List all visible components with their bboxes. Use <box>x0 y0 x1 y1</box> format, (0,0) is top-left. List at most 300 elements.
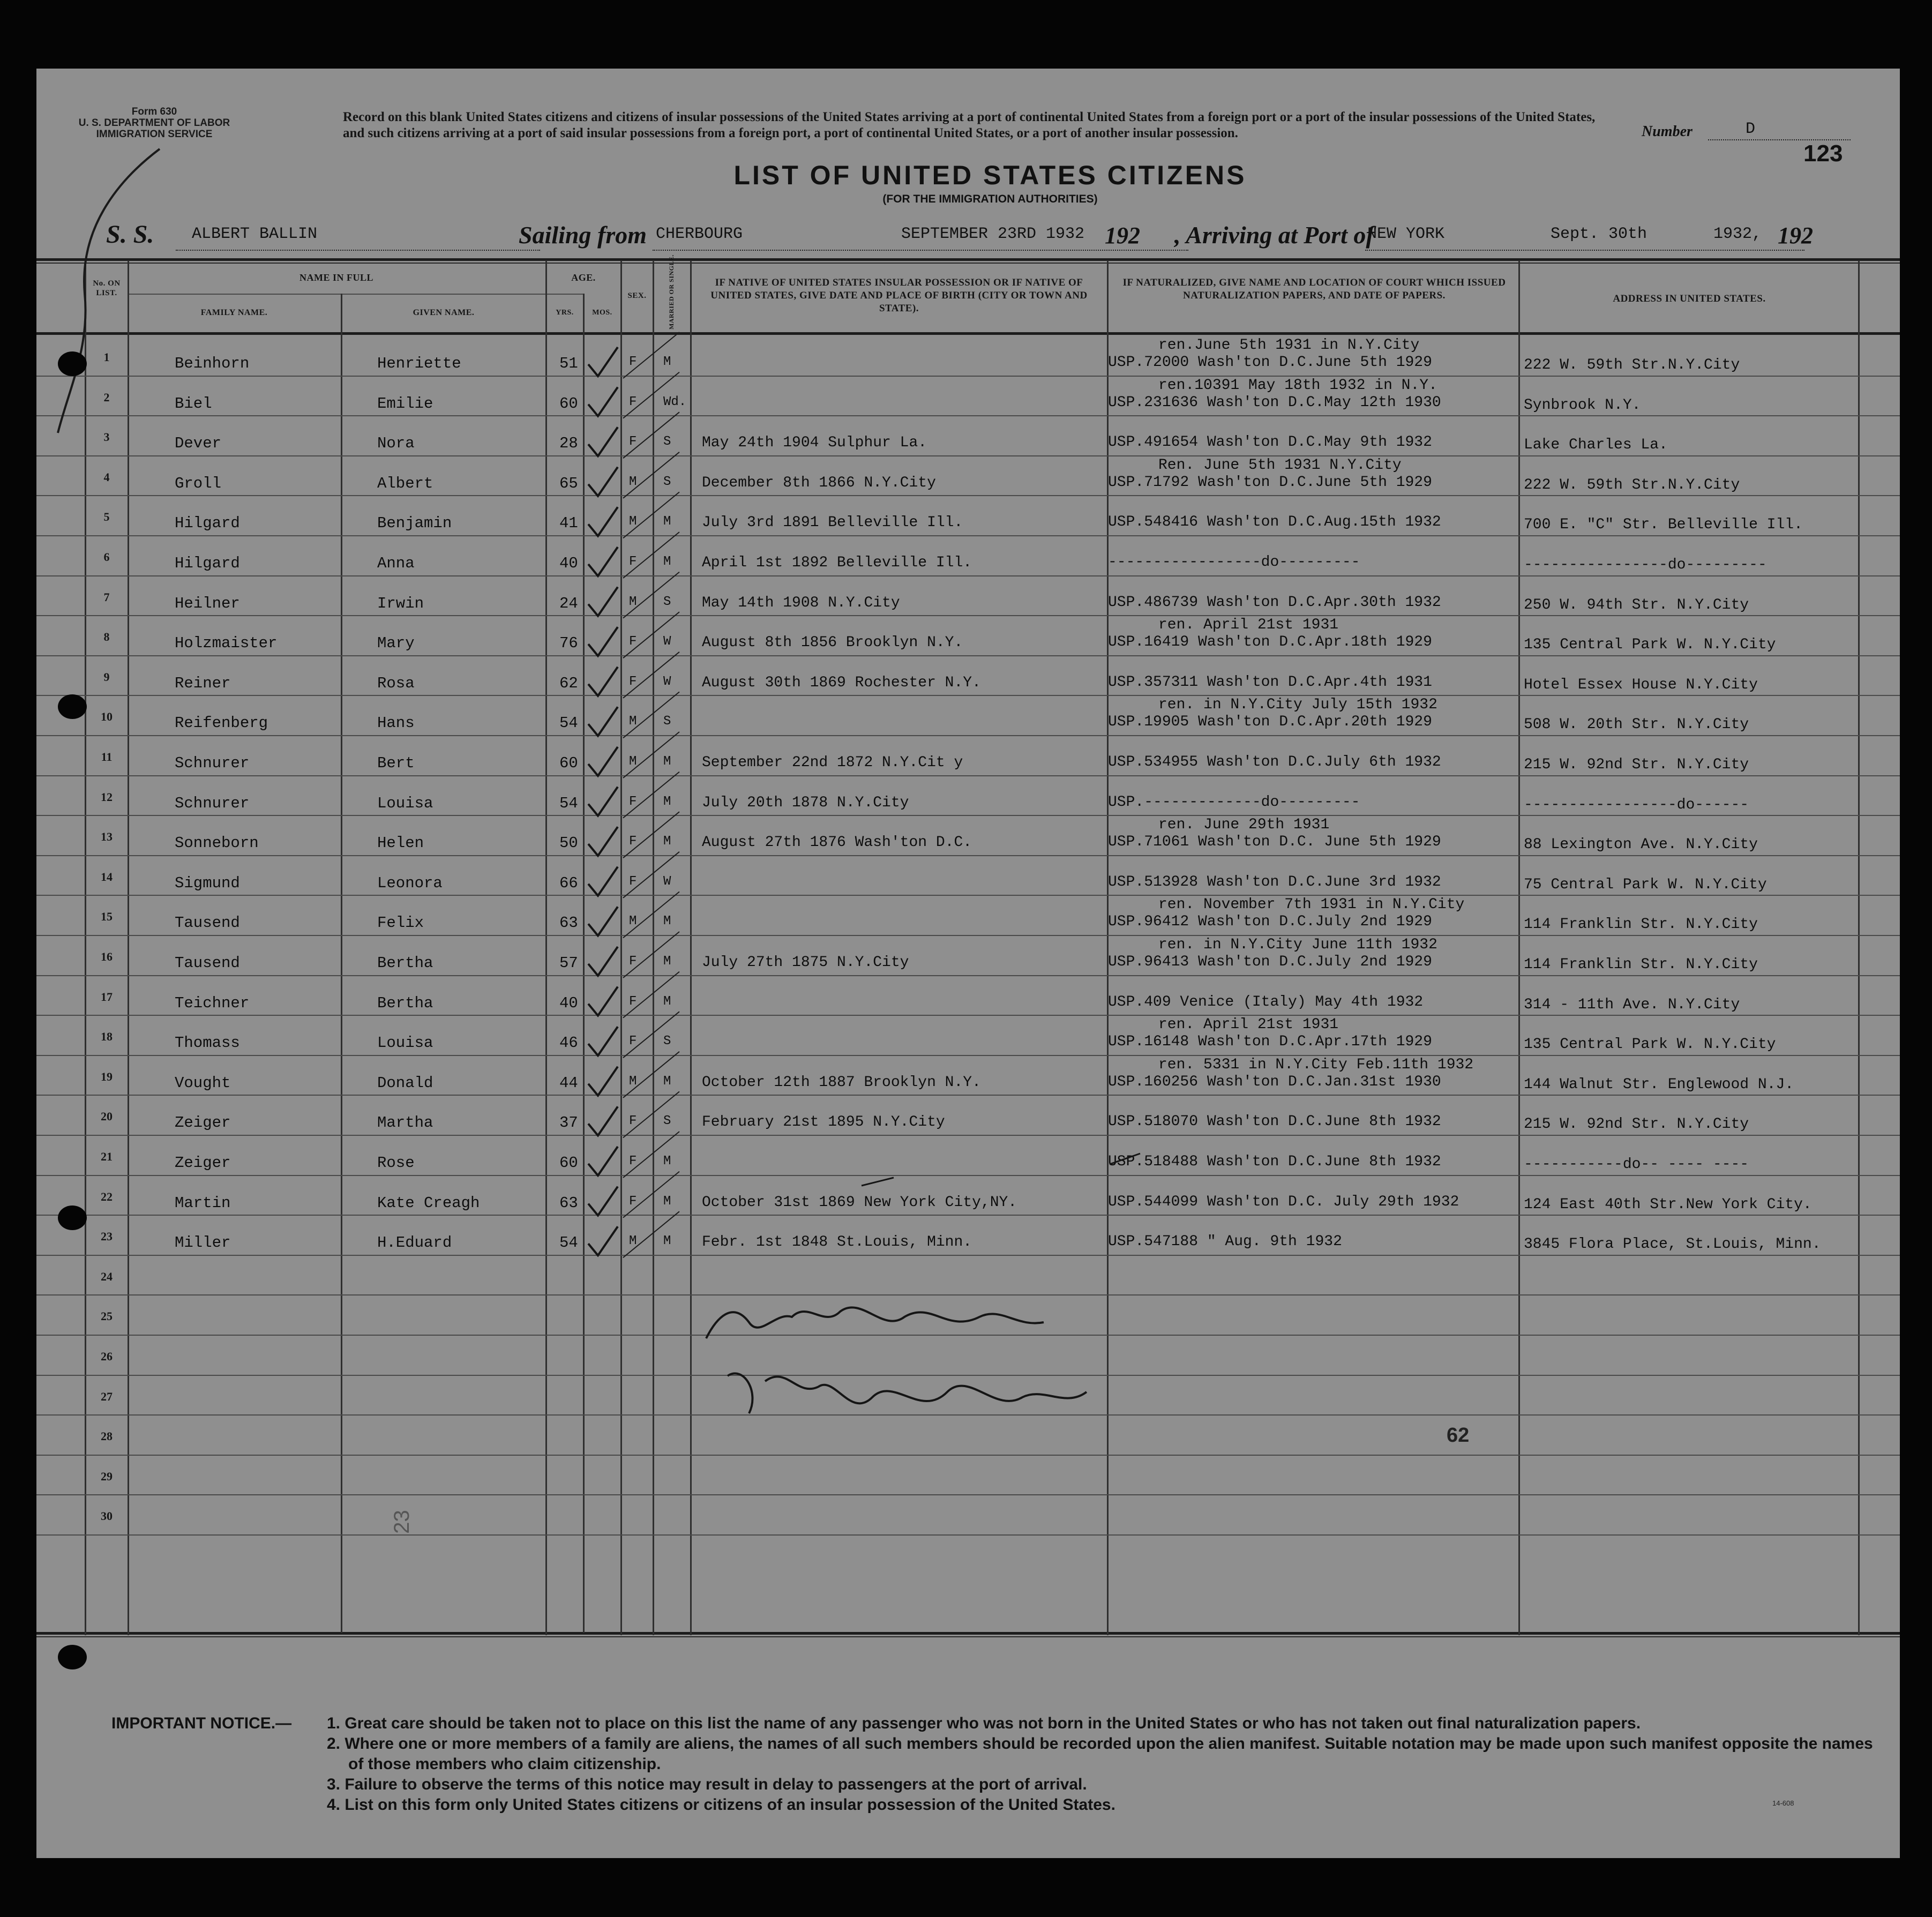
birth-info: July 20th 1878 N.Y.City <box>702 794 909 811</box>
check-stroke <box>623 732 679 778</box>
department-name: U. S. DEPARTMENT OF LABOR <box>78 117 230 129</box>
row-number: 12 <box>101 790 113 804</box>
check-mark <box>588 387 618 416</box>
naturalization-papers: USP.534955 Wash'ton D.C.July 6th 1932 <box>1108 754 1441 770</box>
given-name: Mary <box>377 634 415 653</box>
page-subtitle: (FOR THE IMMIGRATION AUTHORITIES) <box>882 193 1098 205</box>
given-name: Rose <box>377 1154 415 1172</box>
naturalization-renewal: ren. November 7th 1931 in N.Y.City <box>1158 896 1465 913</box>
check-mark <box>588 907 618 935</box>
family-name: Schnurer <box>175 754 250 772</box>
address: 144 Walnut Str. Englewood N.J. <box>1524 1076 1794 1093</box>
naturalization-renewal: Ren. June 5th 1931 N.Y.City <box>1158 456 1402 474</box>
marital-status: S <box>663 474 671 489</box>
check-mark <box>588 787 618 816</box>
family-name: Tausend <box>175 914 240 932</box>
naturalization-renewal: ren. in N.Y.City July 15th 1932 <box>1158 697 1437 714</box>
header-birth: IF NATIVE OF UNITED STATES INSULAR POSSESSION OR IF NATIVE OF UNITED STATES, GIVE DATE AND PLACE OF BIRTH (CITY OR TOWN AND STATE). <box>710 277 1088 314</box>
birth-info: April 1st 1892 Belleville Ill. <box>702 555 972 571</box>
sex: F <box>629 1194 637 1209</box>
family-name: Zeiger <box>175 1154 231 1172</box>
address: ----------------do--------- <box>1524 557 1767 573</box>
family-name: Holzmaister <box>175 634 278 653</box>
header-naturalization: IF NATURALIZED, GIVE NAME AND LOCATION OF COURT WHICH ISSUED NATURALIZATION PAPERS, AND DATE OF PAPERS. <box>1122 277 1506 301</box>
check-stroke <box>623 532 679 578</box>
row-number: 18 <box>101 1030 113 1044</box>
row-number: 13 <box>101 830 113 844</box>
check-mark <box>588 507 618 536</box>
age-years: 50 <box>559 834 578 852</box>
sex: F <box>629 1154 637 1169</box>
row-number: 25 <box>101 1309 113 1323</box>
address: Lake Charles La. <box>1524 437 1668 454</box>
naturalization-papers: USP.96412 Wash'ton D.C.July 2nd 1929 <box>1108 913 1432 931</box>
age-years: 63 <box>559 1194 578 1212</box>
marital-status: M <box>663 1074 671 1089</box>
marital-status: M <box>663 514 671 529</box>
check-stroke <box>623 972 679 1018</box>
naturalization-renewal: ren. 5331 in N.Y.City Feb.11th 1932 <box>1158 1056 1474 1073</box>
check-mark <box>588 707 618 736</box>
address: 124 East 40th Str.New York City. <box>1524 1196 1812 1213</box>
given-name: Albert <box>377 474 433 492</box>
marital-status: S <box>663 594 671 609</box>
check-mark <box>588 347 618 376</box>
form-instructions: Record on this blank United States citizens and citizens of insular possessions of the United States arriving at a port of continental United States from a foreign port or a port of the insular possessions of the United States, and such citizens arriving at a port of said insular possessions from a foreign port, a port of continental United States, or a port of another insular possession. <box>343 110 1596 140</box>
check-mark <box>588 1106 618 1135</box>
naturalization-papers: USP.357311 Wash'ton D.C.Apr.4th 1931 <box>1108 673 1432 691</box>
form-number: Form 630 <box>131 106 177 117</box>
row-number: 14 <box>101 870 113 883</box>
number-label: Number <box>1642 123 1693 140</box>
check-stroke <box>623 1172 679 1218</box>
notice-heading: IMPORTANT NOTICE.— <box>111 1714 292 1732</box>
sex: F <box>629 674 637 689</box>
family-name: Vought <box>175 1074 231 1092</box>
address: 135 Central Park W. N.Y.City <box>1524 1036 1776 1053</box>
age-years: 40 <box>559 555 578 572</box>
age-years: 28 <box>559 435 578 453</box>
row-number: 28 <box>101 1429 113 1443</box>
row-number: 20 <box>101 1110 113 1124</box>
birth-info: August 30th 1869 Rochester N.Y. <box>702 674 981 691</box>
age-years: 41 <box>559 514 578 533</box>
check-stroke <box>623 892 679 938</box>
age-years: 54 <box>559 1234 578 1252</box>
notice-item: 2. Where one or more members of a family are aliens, the names of all such members should be recorded upon the alien manifest. Suitable notation may be made upon such manifest opposite the names of those members who claim citizenship. <box>327 1735 1873 1773</box>
naturalization-papers: USP.544099 Wash'ton D.C. July 29th 1932 <box>1108 1193 1459 1210</box>
sex: F <box>629 355 637 369</box>
check-mark <box>588 827 618 856</box>
print-code: 14-608 <box>1772 1799 1794 1807</box>
given-name: Anna <box>377 555 415 572</box>
sex: F <box>629 1034 637 1049</box>
sex: F <box>629 994 637 1009</box>
marital-status: M <box>663 355 671 369</box>
row-number: 24 <box>101 1269 113 1283</box>
sex: M <box>629 594 637 609</box>
naturalization-papers: USP.16419 Wash'ton D.C.Apr.18th 1929 <box>1108 634 1432 651</box>
check-stroke <box>623 652 679 698</box>
given-name: Henriette <box>377 355 461 372</box>
naturalization-papers: USP.-------------do--------- <box>1108 793 1360 811</box>
service-name: IMMIGRATION SERVICE <box>96 129 213 140</box>
family-name: Thomass <box>175 1034 240 1052</box>
naturalization-papers: USP.231636 Wash'ton D.C.May 12th 1930 <box>1108 394 1441 411</box>
check-mark <box>588 667 618 696</box>
check-mark <box>588 627 618 656</box>
check-mark <box>588 867 618 896</box>
check-mark <box>588 587 618 616</box>
age-years: 65 <box>559 474 578 492</box>
family-name: Hilgard <box>175 555 240 572</box>
check-stroke <box>623 812 679 858</box>
check-stroke <box>623 852 679 898</box>
family-name: Reiner <box>175 674 231 692</box>
row-number: 5 <box>103 510 110 524</box>
check-mark <box>588 1187 618 1216</box>
birth-info: October 12th 1887 Brooklyn N.Y. <box>702 1074 981 1091</box>
age-years: 76 <box>559 634 578 653</box>
age-years: 57 <box>559 954 578 972</box>
sex: F <box>629 1114 637 1129</box>
count-mark: 62 <box>1447 1424 1470 1447</box>
address: Synbrook N.Y. <box>1524 396 1641 414</box>
address: 3845 Flora Place, St.Louis, Minn. <box>1524 1236 1821 1253</box>
family-name: Miller <box>175 1234 231 1252</box>
marital-status: Wd. <box>663 394 687 409</box>
row-number: 7 <box>103 590 110 604</box>
marital-status: M <box>663 914 671 929</box>
check-stroke <box>623 1091 679 1137</box>
birth-info: October 31st 1869 New York City,NY. <box>702 1194 1017 1211</box>
marital-status: M <box>663 954 671 969</box>
sex: M <box>629 754 637 769</box>
sex: M <box>629 514 637 529</box>
age-years: 40 <box>559 994 578 1012</box>
sex: F <box>629 834 637 849</box>
given-name: Louisa <box>377 1034 433 1052</box>
sailing-year-print: 192 <box>1105 222 1140 249</box>
header-family-name: FAMILY NAME. <box>200 308 268 317</box>
check-stroke <box>623 1012 679 1058</box>
marital-status: M <box>663 1154 671 1169</box>
sex: F <box>629 435 637 450</box>
manifest-sheet <box>36 69 1900 1858</box>
sex: M <box>629 1234 637 1249</box>
birth-info: Febr. 1st 1848 St.Louis, Minn. <box>702 1234 972 1251</box>
age-years: 66 <box>559 874 578 892</box>
family-name: Teichner <box>175 994 250 1012</box>
header-age: AGE. <box>571 272 596 283</box>
row-number: 3 <box>103 430 110 444</box>
marital-status: M <box>663 1234 671 1249</box>
row-number: 6 <box>103 550 110 564</box>
sex: M <box>629 474 637 489</box>
birth-info: August 8th 1856 Brooklyn N.Y. <box>702 634 963 652</box>
sex: M <box>629 914 637 929</box>
address: -----------------do------ <box>1524 796 1749 813</box>
check-stroke <box>623 1211 679 1257</box>
birth-info: May 14th 1908 N.Y.City <box>702 594 900 611</box>
family-name: Heilner <box>175 594 240 612</box>
given-name: Emilie <box>377 394 433 413</box>
check-stroke <box>623 692 679 738</box>
margin-pen-stroke <box>58 149 160 433</box>
ss-label: S. S. <box>106 220 154 249</box>
age-years: 51 <box>559 355 578 372</box>
age-years: 24 <box>559 594 578 612</box>
check-mark <box>588 467 618 496</box>
age-years: 54 <box>559 794 578 812</box>
naturalization-papers: USP.491654 Wash'ton D.C.May 9th 1932 <box>1108 434 1432 451</box>
punch-hole <box>58 694 87 719</box>
sex: M <box>629 1074 637 1089</box>
pencil-mark: 23 <box>390 1510 414 1534</box>
number-value: D <box>1746 120 1756 138</box>
age-years: 46 <box>559 1034 578 1052</box>
naturalization-renewal: ren. in N.Y.City June 11th 1932 <box>1158 937 1437 953</box>
given-name: Helen <box>377 834 424 852</box>
sex: F <box>629 794 637 809</box>
address: 508 W. 20th Str. N.Y.City <box>1524 716 1749 733</box>
naturalization-renewal: ren. June 29th 1931 <box>1158 817 1330 834</box>
marital-status: S <box>663 714 671 729</box>
family-name: Groll <box>175 474 222 492</box>
given-name: Bert <box>377 754 415 772</box>
birth-info: December 8th 1866 N.Y.City <box>702 474 936 491</box>
address: 222 W. 59th Str.N.Y.City <box>1524 357 1740 373</box>
punch-hole <box>58 1645 87 1669</box>
sex: F <box>629 394 637 409</box>
header-given-name: GIVEN NAME. <box>413 308 475 317</box>
family-name: Beinhorn <box>175 355 250 372</box>
address: 700 E. "C" Str. Belleville Ill. <box>1524 516 1803 534</box>
check-mark <box>588 1067 618 1096</box>
sex: F <box>629 954 637 969</box>
address: 114 Franklin Str. N.Y.City <box>1524 956 1758 973</box>
row-number: 23 <box>101 1230 113 1244</box>
given-name: Martha <box>377 1114 433 1132</box>
check-mark <box>588 1226 618 1255</box>
arriving-label: , Arriving at Port of <box>1174 221 1374 249</box>
sailing-port: CHERBOURG <box>656 225 743 243</box>
arriving-year: 1932, <box>1713 225 1762 243</box>
punch-hole <box>58 351 87 376</box>
age-years: 37 <box>559 1114 578 1132</box>
check-stroke <box>623 572 679 618</box>
family-name: Dever <box>175 435 222 453</box>
naturalization-renewal: ren.10391 May 18th 1932 in N.Y. <box>1158 377 1437 394</box>
marital-status: S <box>663 1034 671 1049</box>
age-years: 60 <box>559 394 578 413</box>
arriving-date: Sept. 30th <box>1551 225 1648 243</box>
naturalization-papers: USP.160256 Wash'ton D.C.Jan.31st 1930 <box>1108 1073 1441 1090</box>
check-stroke <box>623 492 679 538</box>
address: 215 W. 92nd Str. N.Y.City <box>1524 757 1749 773</box>
notice-item: 4. List on this form only United States citizens or citizens of an insular possession of the United States. <box>327 1796 1115 1814</box>
row-number: 26 <box>101 1350 113 1363</box>
row-number: 4 <box>103 470 110 484</box>
naturalization-papers: USP.71061 Wash'ton D.C. June 5th 1929 <box>1108 834 1441 851</box>
naturalization-papers: USP.16148 Wash'ton D.C.Apr.17th 1929 <box>1108 1034 1432 1051</box>
age-years: 60 <box>559 1154 578 1172</box>
row-number: 17 <box>101 990 113 1004</box>
sailing-label: Sailing from <box>519 221 647 249</box>
given-name: H.Eduard <box>377 1234 452 1252</box>
row-number: 9 <box>103 670 110 684</box>
row-number: 27 <box>101 1389 113 1403</box>
family-name: Hilgard <box>175 514 240 533</box>
sailing-date: SEPTEMBER 23RD 1932 <box>901 225 1085 243</box>
marital-status: M <box>663 834 671 849</box>
check-stroke <box>623 772 679 818</box>
sex: F <box>629 874 637 889</box>
marital-status: S <box>663 435 671 450</box>
row-number: 30 <box>101 1509 113 1523</box>
row-number: 8 <box>103 630 110 644</box>
address: 114 Franklin Str. N.Y.City <box>1524 916 1758 933</box>
check-mark <box>588 987 618 1016</box>
row-number: 19 <box>101 1069 113 1083</box>
given-name: Benjamin <box>377 514 452 533</box>
given-name: Leonora <box>377 874 443 892</box>
ship-name: ALBERT BALLIN <box>192 225 318 243</box>
naturalization-papers: USP.518488 Wash'ton D.C.June 8th 1932 <box>1108 1154 1441 1170</box>
inspection-checkmarks <box>588 332 679 1257</box>
naturalization-renewal: ren.June 5th 1931 in N.Y.City <box>1158 337 1420 354</box>
address: 250 W. 94th Str. N.Y.City <box>1524 596 1749 613</box>
page-title: LIST OF UNITED STATES CITIZENS <box>733 160 1247 190</box>
row-number: 21 <box>101 1150 113 1163</box>
check-stroke <box>623 1132 679 1178</box>
address: 222 W. 59th Str.N.Y.City <box>1524 476 1740 493</box>
address: Hotel Essex House N.Y.City <box>1524 676 1758 693</box>
naturalization-papers: USP.513928 Wash'ton D.C.June 3rd 1932 <box>1108 873 1441 890</box>
check-mark <box>588 747 618 776</box>
birth-info: May 24th 1904 Sulphur La. <box>702 435 927 452</box>
page-number: 123 <box>1803 140 1843 167</box>
check-stroke <box>623 332 679 378</box>
arriving-port: NEW YORK <box>1367 225 1445 243</box>
family-name: Tausend <box>175 954 240 972</box>
check-mark <box>588 1147 618 1175</box>
check-stroke <box>623 412 679 458</box>
header-married-single: MARRIED OR SINGLE. <box>668 254 675 330</box>
sex: F <box>629 634 637 649</box>
birth-info: July 3rd 1891 Belleville Ill. <box>702 514 963 531</box>
naturalization-renewal: ren. April 21st 1931 <box>1158 1016 1339 1034</box>
check-mark <box>588 427 618 456</box>
given-name: Nora <box>377 435 415 453</box>
header-mos: MOS. <box>592 309 612 317</box>
given-name: Donald <box>377 1074 433 1092</box>
check-stroke <box>623 452 679 498</box>
pen-tick <box>1110 1154 1140 1164</box>
age-years: 62 <box>559 674 578 692</box>
age-years: 63 <box>559 914 578 932</box>
sex: M <box>629 714 637 729</box>
row-number: 29 <box>101 1469 113 1483</box>
check-mark <box>588 547 618 576</box>
given-name: Louisa <box>377 794 433 812</box>
marital-status: M <box>663 1194 671 1209</box>
naturalization-papers: -----------------do--------- <box>1108 554 1360 571</box>
address: 75 Central Park W. N.Y.City <box>1524 876 1767 893</box>
naturalization-papers: USP.72000 Wash'ton D.C.June 5th 1929 <box>1108 354 1432 371</box>
family-name: Biel <box>175 394 212 413</box>
arriving-year-print: 192 <box>1778 222 1813 249</box>
given-name: Felix <box>377 914 424 932</box>
marital-status: W <box>663 674 671 689</box>
given-name: Irwin <box>377 594 424 612</box>
check-stroke <box>623 612 679 658</box>
given-name: Rosa <box>377 674 415 692</box>
birth-info: August 27th 1876 Wash'ton D.C. <box>702 834 972 851</box>
birth-info: February 21st 1895 N.Y.City <box>702 1114 945 1131</box>
marital-status: W <box>663 634 671 649</box>
row-number: 11 <box>101 750 113 763</box>
handwriting-overlay <box>36 69 1900 1858</box>
birth-info: September 22nd 1872 N.Y.Cit y <box>702 754 963 771</box>
naturalization-papers: USP.486739 Wash'ton D.C.Apr.30th 1932 <box>1108 594 1441 611</box>
address: 88 Lexington Ave. N.Y.City <box>1524 836 1758 853</box>
marital-status: M <box>663 754 671 769</box>
family-name: Sigmund <box>175 874 240 892</box>
given-name: Bertha <box>377 954 433 972</box>
inspector-signature <box>706 1307 1044 1338</box>
row-number: 1 <box>103 350 110 364</box>
address: -----------do-- ---- ---- <box>1524 1156 1749 1173</box>
marital-status: M <box>663 555 671 569</box>
check-stroke <box>623 932 679 978</box>
sex: F <box>629 555 637 569</box>
notice-list <box>327 1713 1881 1815</box>
address: 135 Central Park W. N.Y.City <box>1524 636 1776 654</box>
row-number: 15 <box>101 910 113 924</box>
naturalization-papers: USP.19905 Wash'ton D.C.Apr.20th 1929 <box>1108 714 1432 731</box>
address: 314 - 11th Ave. N.Y.City <box>1524 996 1740 1013</box>
punch-hole <box>58 1205 87 1230</box>
birth-info: July 27th 1875 N.Y.City <box>702 954 909 971</box>
row-number: 10 <box>101 710 113 724</box>
naturalization-papers: USP.548416 Wash'ton D.C.Aug.15th 1932 <box>1108 514 1441 531</box>
naturalization-papers: USP.71792 Wash'ton D.C.June 5th 1929 <box>1108 474 1432 491</box>
header-sex: SEX. <box>627 291 647 300</box>
check-mark <box>588 1027 618 1055</box>
family-name: Martin <box>175 1194 231 1212</box>
inspector-date-note <box>728 1373 1087 1413</box>
row-number: 16 <box>101 950 113 963</box>
check-stroke <box>623 372 679 418</box>
check-stroke <box>623 1052 679 1098</box>
given-name: Hans <box>377 714 415 732</box>
row-number: 22 <box>101 1189 113 1203</box>
header-name-in-full: NAME IN FULL <box>299 272 373 283</box>
header-yrs: YRS. <box>556 309 574 317</box>
marital-status: M <box>663 794 671 809</box>
age-years: 60 <box>559 754 578 772</box>
age-years: 44 <box>559 1074 578 1092</box>
naturalization-papers: USP.409 Venice (Italy) May 4th 1932 <box>1108 993 1424 1010</box>
naturalization-papers: USP.518070 Wash'ton D.C.June 8th 1932 <box>1108 1113 1441 1130</box>
given-name: Bertha <box>377 994 433 1012</box>
header-address: ADDRESS IN UNITED STATES. <box>1613 293 1766 304</box>
given-name: Kate Creagh <box>377 1194 480 1212</box>
naturalization-papers: USP.96413 Wash'ton D.C.July 2nd 1929 <box>1108 954 1432 970</box>
address: 215 W. 92nd Str. N.Y.City <box>1524 1116 1749 1133</box>
notice-item: 3. Failure to observe the terms of this notice may result in delay to passengers at the port of arrival. <box>327 1776 1087 1793</box>
